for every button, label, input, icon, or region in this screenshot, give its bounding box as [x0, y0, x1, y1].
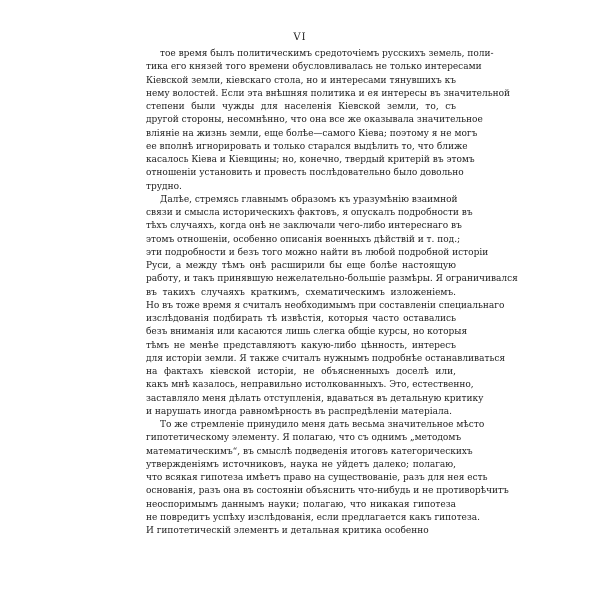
text-line: работу, и такъ принявшую нежелательно-большiе размѣры. Я ограничивался [146, 274, 518, 285]
text-line: изслѣдованiя подбирать тѣ извѣстiя, которыя часто оставались [146, 314, 456, 324]
text-line: другой стороны, несомнѣнно, что она все же оказывала значительное [146, 115, 483, 126]
text-line: Но въ тоже время я считалъ необходимымъ при составленiи специальнаго [146, 300, 505, 311]
page-number: VI [293, 32, 307, 43]
text-line: въ такихъ случаяхъ краткимъ, схематическимъ изложенiемъ. [146, 287, 456, 298]
text-line: Далѣе, стремясь главнымъ образомъ къ уразумѣнiю взаимной [160, 194, 458, 205]
text-line: Руси, а между тѣмъ онѣ расширили бы еще болѣе настоящую [146, 261, 456, 271]
text-line: что всякая гипотеза имѣетъ право на существованiе, разъ для нея есть [146, 473, 488, 483]
text-line: и нарушать иногда равномѣрность въ распредѣленiи матерiала. [146, 406, 452, 417]
text-line: этомъ отношенiи, особенно описанiя военныхъ дѣйствiй и т. под.; [146, 234, 461, 245]
text-line: То же стремленiе принудило меня дать весьма значительное мѣсто [160, 420, 485, 430]
body-text [146, 48, 518, 538]
text-line: безъ вниманiя или касаются лишь слегка общiе курсы, но которыя [146, 327, 468, 338]
text-line: на фактахъ кiевской исторiи, не объясненныхъ доселѣ или, [146, 367, 456, 377]
paragraph [146, 48, 511, 194]
text-line: для исторiи земли. Я также считалъ нужнымъ подробнѣе останавливаться [146, 353, 506, 364]
text-line: какъ мнѣ казалось, неправильно истолкованныхъ. Это, естественно, [146, 380, 474, 391]
text-line: не повредитъ успѣху изслѣдованiя, если предлагается какъ гипотеза. [146, 512, 481, 523]
text-line: тика его князей того времени обусловливалась не только интересами [146, 62, 482, 73]
text-line: математическимъ“, въ смыслѣ подведенiя итоговъ категорическихъ [146, 446, 473, 457]
text-line: ее вполнѣ игнорировать и только старался выдѣлить то, что ближе [146, 141, 468, 152]
text-line: утвержденiямъ источниковъ, наука не уйдетъ далеко; полагаю, [146, 459, 456, 470]
text-line: И гипотетическiй элементъ и детальная критика особенно [146, 526, 429, 536]
text-line: отношенiи установить и провесть послѣдовательно было довольно [146, 168, 464, 179]
text-line: гипотетическому элементу. Я полагаю, что съ однимъ „методомъ [146, 433, 462, 444]
text-line: заставляло меня дѣлать отступленiя, вдаваться въ детальную критику [146, 393, 484, 404]
text-line: тое время былъ политическимъ средоточiемъ русскихъ земель, поли- [160, 49, 494, 59]
text-line: влiянiе на жизнь земли, еще болѣе—самого Кiева; поэтому я не могъ [146, 128, 478, 139]
text-line: трудно. [146, 181, 182, 192]
text-line: касалось Кiева и Кiевщины; но, конечно, твердый критерiй въ этомъ [146, 155, 475, 165]
text-line: степени были чужды для населенiя Кiевской земли, то, съ [146, 102, 456, 112]
text-line: эти подробности и безъ того можно найти въ любой подробной исторiи [146, 247, 489, 258]
text-line: Кiевской земли, кiевскаго стола, но и интересами тянувшихъ къ [146, 75, 456, 86]
text-line: тѣхъ случаяхъ, когда онѣ не заключали чего-либо интереснаго въ [146, 221, 462, 232]
text-line: тѣмъ не менѣе представляютъ какую-либо цѣнность, интересъ [146, 340, 456, 351]
text-line: нему волостей. Если эта внѣшняя политика и ея интересы въ значительной [146, 88, 511, 99]
text-line: связи и смысла историческихъ фактовъ, я опускалъ подробности въ [146, 208, 473, 218]
paragraph [146, 194, 518, 419]
text-line: основанiя, разъ она въ состоянiи объяснить что-нибудь и не противорѣчитъ [146, 486, 509, 497]
paragraph [146, 419, 509, 538]
text-line: неоспоримымъ даннымъ науки; полагаю, что никакая гипотеза [146, 499, 456, 510]
